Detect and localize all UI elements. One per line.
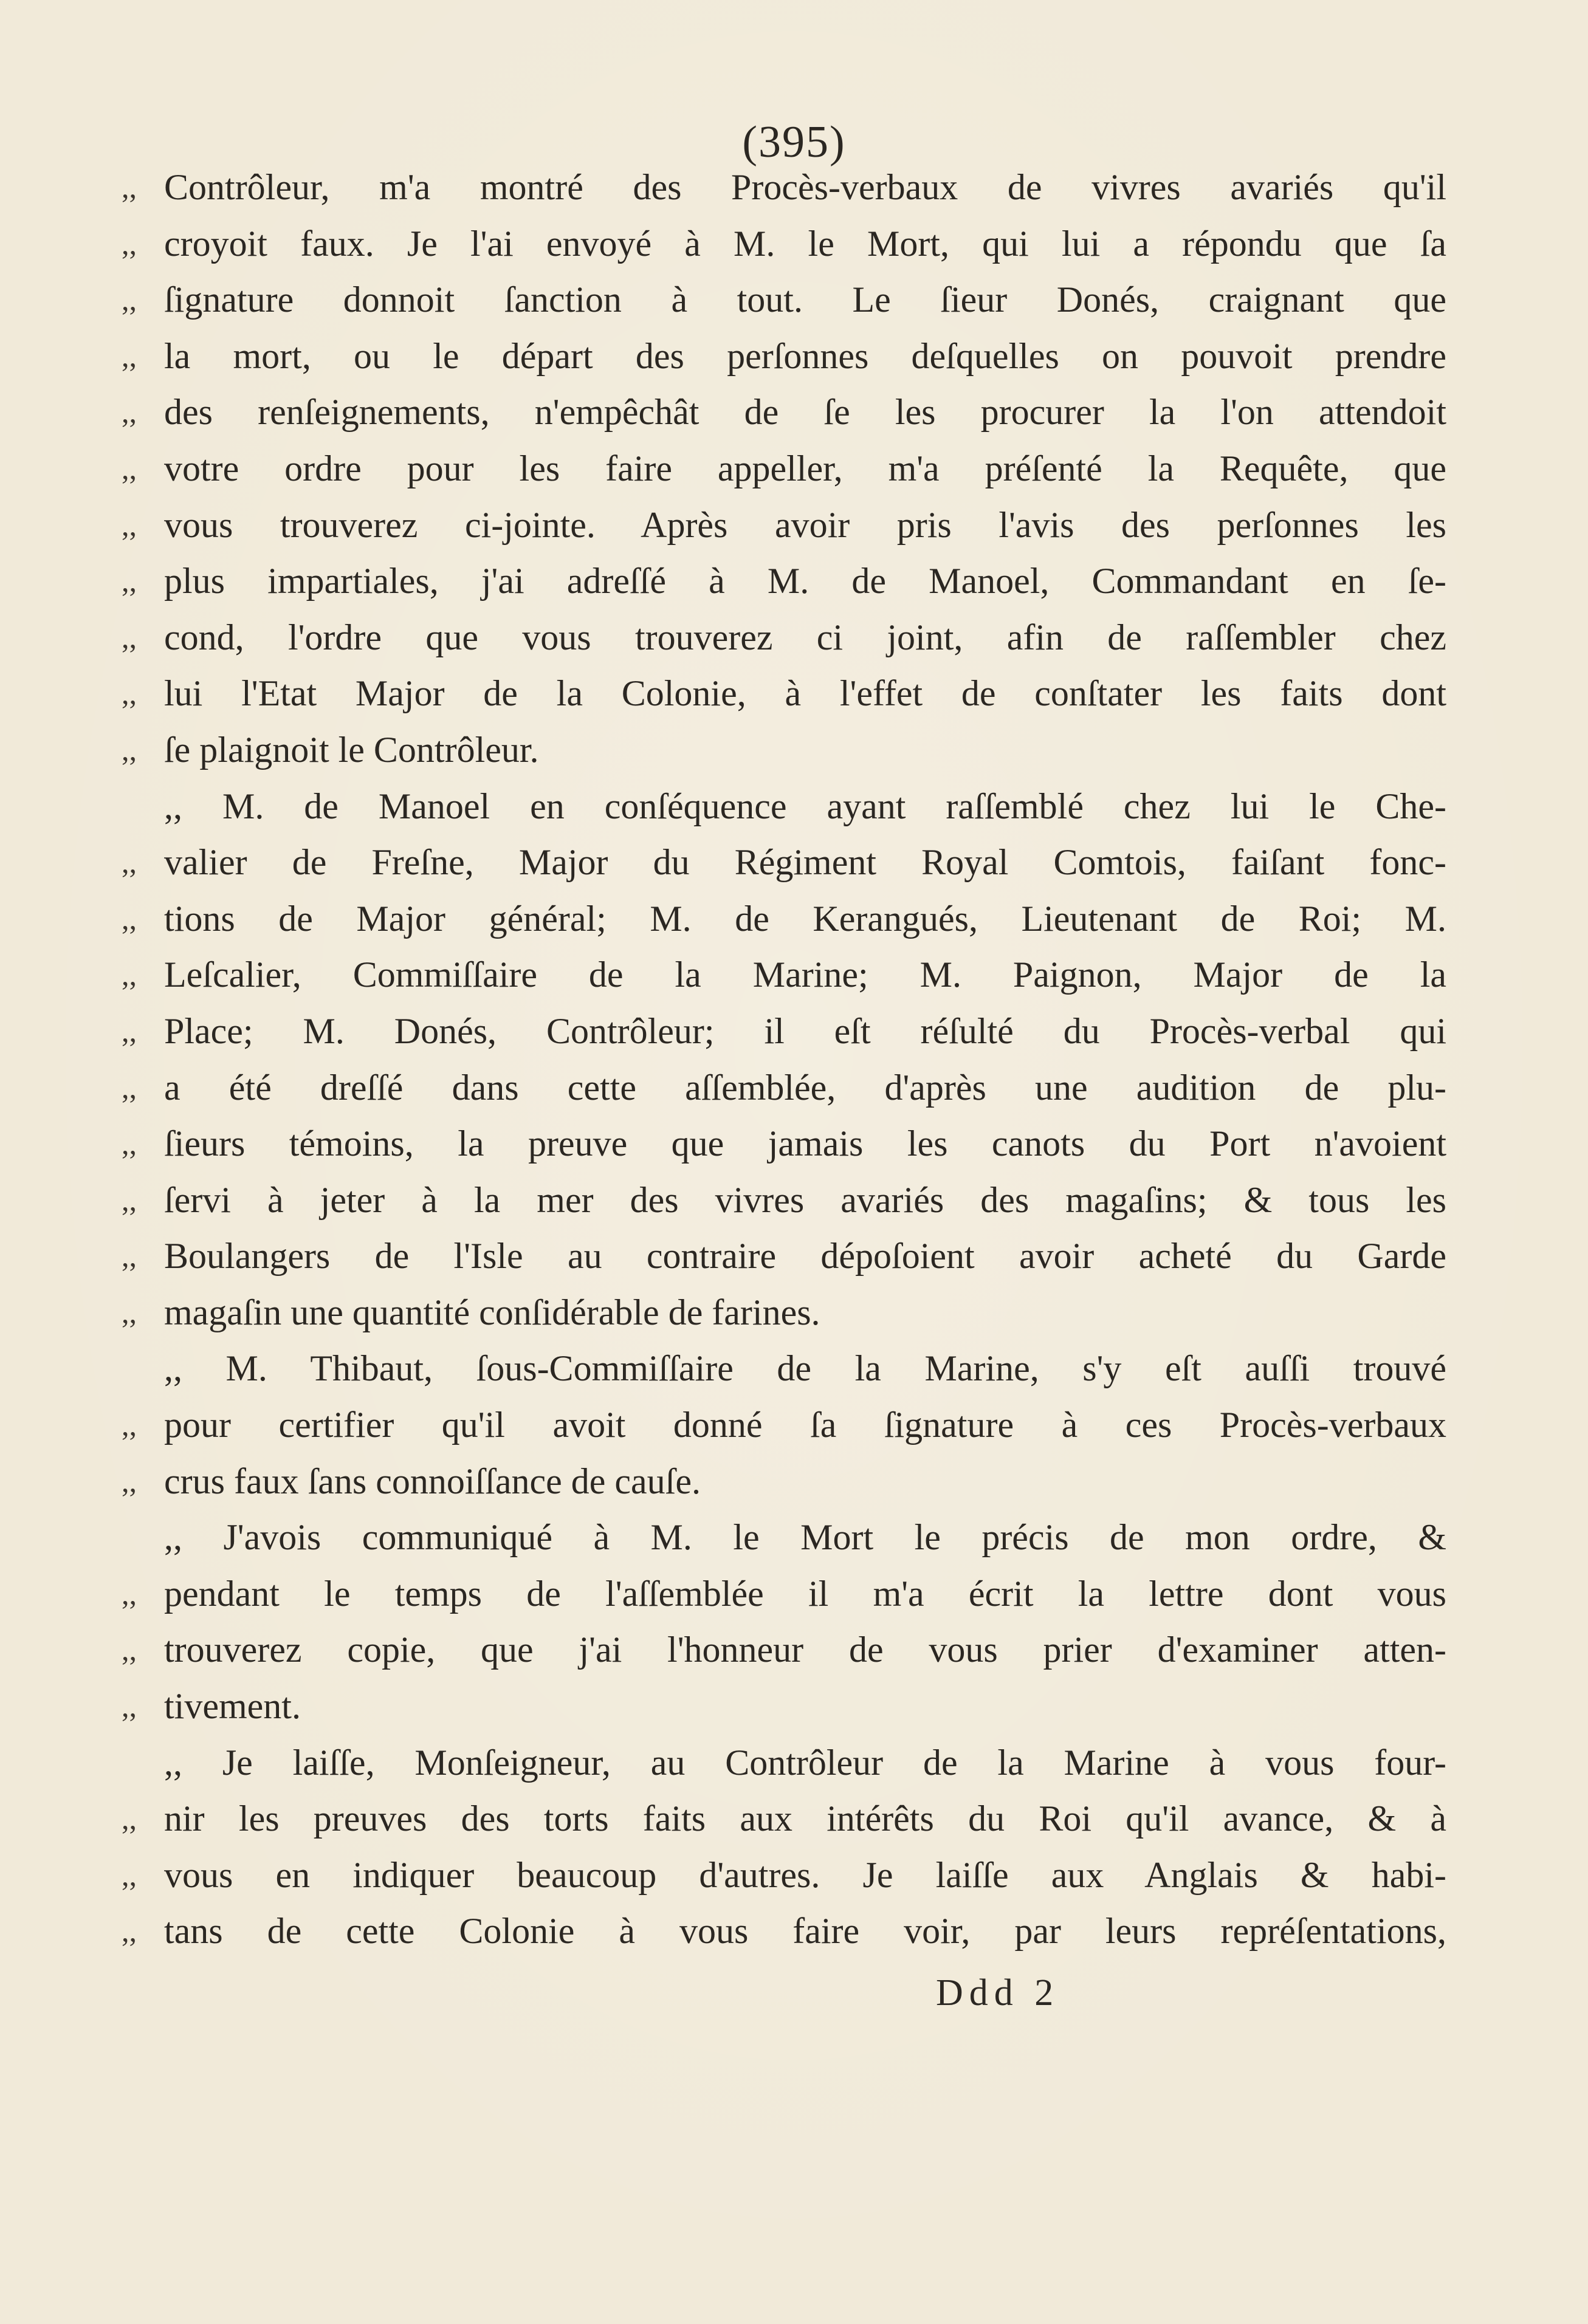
line-text: ſieurs témoins, la preuve que jamais les canots du Port n'avoient bbox=[164, 1123, 1446, 1164]
quote-mark: ,, bbox=[122, 1182, 137, 1217]
text-line bbox=[122, 1060, 1465, 1116]
line-text: des renſeignements, n'empêchât de ſe les procurer la l'on attendoit bbox=[164, 392, 1446, 433]
line-text: ſignature donnoit ſanction à tout. Le ſieur Donés, craignant que bbox=[164, 279, 1446, 320]
text-line bbox=[122, 1172, 1465, 1229]
line-text: a été dreſſé dans cette aſſemblée, d'après une audition de plu- bbox=[164, 1067, 1446, 1108]
quote-mark: ,, bbox=[122, 226, 137, 261]
line-text: Contrôleur, m'a montré des Procès-verbaux de vivres avariés qu'il bbox=[164, 167, 1446, 207]
text-line bbox=[122, 384, 1465, 440]
text-line bbox=[122, 1678, 1465, 1735]
line-text: pendant le temps de l'aſſemblée il m'a écrit la lettre dont vous bbox=[164, 1573, 1446, 1614]
page-number: (395) bbox=[742, 117, 846, 167]
text-line bbox=[122, 1622, 1465, 1678]
quote-mark: ,, bbox=[122, 1914, 137, 1949]
body-text bbox=[122, 159, 1465, 1959]
line-text: valier de Freſne, Major du Régiment Royal Comtois, faiſant fonc- bbox=[164, 842, 1446, 883]
text-line bbox=[122, 1735, 1465, 1791]
line-text: nir les preuves des torts faits aux intérêts du Roi qu'il avance, & à bbox=[164, 1798, 1446, 1839]
text-line bbox=[122, 159, 1465, 216]
text-line bbox=[122, 891, 1465, 947]
quote-mark: ,, bbox=[122, 338, 137, 373]
text-line bbox=[122, 1453, 1465, 1510]
line-text: ,, Je laiſſe, Monſeigneur, au Contrôleur de la Marine à vous four- bbox=[164, 1742, 1446, 1783]
quote-mark: ,, bbox=[122, 564, 137, 598]
line-text: la mort, ou le départ des perſonnes deſquelles on pouvoit prendre bbox=[164, 335, 1446, 376]
quote-mark: ,, bbox=[122, 170, 137, 204]
line-text: ſe plaignoit le Contrôleur. bbox=[164, 729, 539, 770]
line-text: cond, l'ordre que vous trouverez ci joint, afin de raſſembler chez bbox=[164, 617, 1446, 657]
text-line bbox=[122, 947, 1465, 1003]
line-text: Place; M. Donés, Contrôleur; il eſt réſulté du Procès-verbal qui bbox=[164, 1010, 1446, 1051]
line-text: lui l'Etat Major de la Colonie, à l'effet de conſtater les faits dont bbox=[164, 673, 1446, 714]
quote-mark: ,, bbox=[122, 1239, 137, 1273]
text-line bbox=[122, 665, 1465, 722]
line-text: ,, J'avois communiqué à M. le Mort le précis de mon ordre, & bbox=[164, 1517, 1446, 1558]
text-line bbox=[122, 1003, 1465, 1060]
line-text: crus faux ſans connoiſſance de cauſe. bbox=[164, 1461, 701, 1501]
quote-mark: ,, bbox=[122, 283, 137, 317]
quote-mark: ,, bbox=[122, 395, 137, 430]
text-line bbox=[122, 1509, 1465, 1566]
line-text: ſervi à jeter à la mer des vivres avariés des magaſins; & tous les bbox=[164, 1179, 1446, 1220]
quote-mark: ,, bbox=[122, 507, 137, 542]
quote-mark: ,, bbox=[122, 1633, 137, 1667]
line-text: trouverez copie, que j'ai l'honneur de vous prier d'examiner atten- bbox=[164, 1630, 1446, 1670]
quote-mark: ,, bbox=[122, 1013, 137, 1048]
text-line bbox=[122, 440, 1465, 497]
line-text: Boulangers de l'Isle au contraire dépoſoient avoir acheté du Garde bbox=[164, 1236, 1446, 1277]
text-line bbox=[122, 1284, 1465, 1341]
text-line bbox=[122, 609, 1465, 666]
text-line bbox=[122, 328, 1465, 385]
line-text: tans de cette Colonie à vous faire voir, par leurs repréſentations, bbox=[164, 1911, 1446, 1952]
text-line bbox=[122, 722, 1465, 778]
quote-mark: ,, bbox=[122, 1801, 137, 1836]
line-text: vous en indiquer beaucoup d'autres. Je laiſſe aux Anglais & habi- bbox=[164, 1854, 1446, 1895]
quote-mark: ,, bbox=[122, 732, 137, 767]
line-text: pour certifier qu'il avoit donné ſa ſignature à ces Procès-verbaux bbox=[164, 1405, 1446, 1445]
line-text: tivement. bbox=[164, 1686, 301, 1727]
line-text: tions de Major général; M. de Kerangués, Lieutenant de Roi; M. bbox=[164, 898, 1446, 939]
text-line bbox=[122, 1228, 1465, 1284]
line-text: votre ordre pour les faire appeller, m'a préſenté la Requête, que bbox=[164, 448, 1446, 488]
text-line bbox=[122, 1340, 1465, 1397]
line-text: Leſcalier, Commiſſaire de la Marine; M. Paignon, Major de la bbox=[164, 955, 1446, 995]
text-line bbox=[122, 778, 1465, 835]
quote-mark: ,, bbox=[122, 1126, 137, 1161]
text-line bbox=[122, 272, 1465, 328]
text-line bbox=[122, 497, 1465, 554]
quote-mark: ,, bbox=[122, 1070, 137, 1105]
quote-mark: ,, bbox=[122, 1857, 137, 1892]
quote-mark: ,, bbox=[122, 620, 137, 654]
text-line bbox=[122, 1566, 1465, 1622]
quote-mark: ,, bbox=[122, 845, 137, 880]
quote-mark: ,, bbox=[122, 901, 137, 936]
quote-mark: ,, bbox=[122, 1408, 137, 1442]
line-text: magaſin une quantité conſidérable de farines. bbox=[164, 1292, 820, 1332]
quote-mark: ,, bbox=[122, 1576, 137, 1611]
line-text: ,, M. Thibaut, ſous-Commiſſaire de la Marine, s'y eſt auſſi trouvé bbox=[164, 1348, 1446, 1389]
line-text: ,, M. de Manoel en conſéquence ayant raſſemblé chez lui le Che- bbox=[164, 786, 1446, 826]
quote-mark: ,, bbox=[122, 1295, 137, 1329]
text-line bbox=[122, 1847, 1465, 1904]
text-line bbox=[122, 1791, 1465, 1847]
text-line bbox=[122, 216, 1465, 272]
line-text: croyoit faux. Je l'ai envoyé à M. le Mort, qui lui a répondu que ſa bbox=[164, 223, 1446, 264]
quote-mark: ,, bbox=[122, 1689, 137, 1724]
text-line bbox=[122, 1903, 1465, 1959]
line-text: plus impartiales, j'ai adreſſé à M. de Manoel, Commandant en ſe- bbox=[164, 561, 1446, 602]
text-line bbox=[122, 553, 1465, 609]
text-line bbox=[122, 834, 1465, 891]
text-line bbox=[122, 1116, 1465, 1172]
line-text: vous trouverez ci-jointe. Après avoir pris l'avis des perſonnes les bbox=[164, 504, 1446, 545]
quote-mark: ,, bbox=[122, 958, 137, 992]
text-line bbox=[122, 1397, 1465, 1453]
quote-mark: ,, bbox=[122, 676, 137, 711]
quote-mark: ,, bbox=[122, 451, 137, 485]
signature-mark: Ddd 2 bbox=[936, 1972, 1060, 2014]
quote-mark: ,, bbox=[122, 1464, 137, 1498]
